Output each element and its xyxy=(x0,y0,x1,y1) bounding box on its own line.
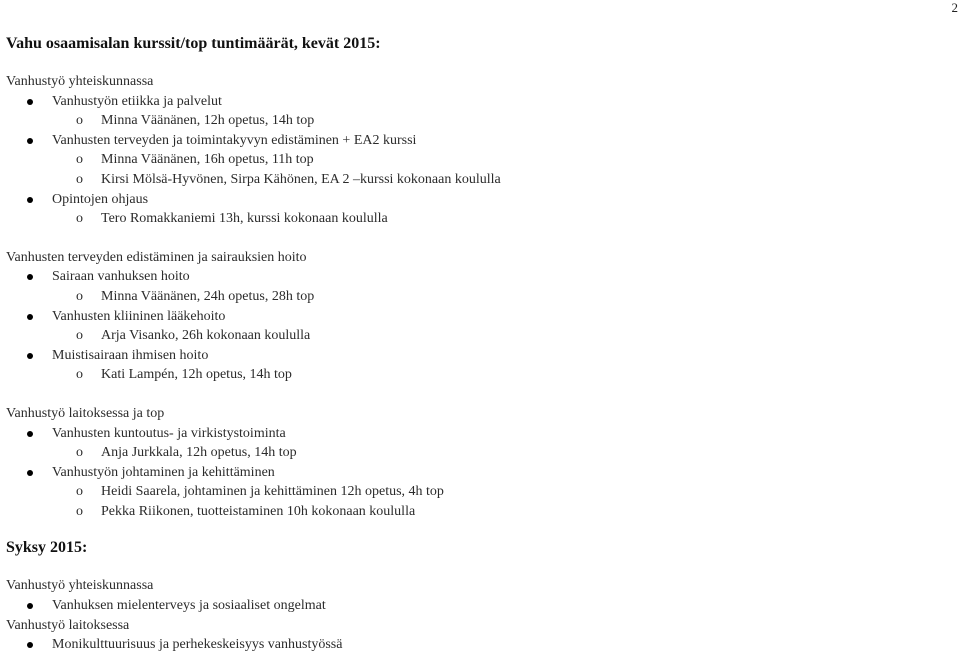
course-item xyxy=(6,131,946,151)
teacher-hours: Kirsi Mölsä-Hyvönen, Sirpa Kähönen, EA 2 –kurssi kokonaan koululla xyxy=(101,171,501,187)
course-group xyxy=(6,72,946,229)
circle-bullet-icon: o xyxy=(76,503,83,519)
course-item xyxy=(6,307,946,327)
course-item xyxy=(6,596,946,616)
bullet-icon xyxy=(27,603,33,609)
course-item xyxy=(6,267,946,287)
circle-bullet-icon: o xyxy=(76,367,83,383)
course-name: Muistisairaan ihmisen hoito xyxy=(52,347,209,363)
teacher-item xyxy=(6,365,946,385)
circle-bullet-icon: o xyxy=(76,288,83,304)
course-name: Vanhustyön etiikka ja palvelut xyxy=(52,93,222,109)
course-group xyxy=(6,576,946,615)
teacher-item xyxy=(6,150,946,170)
teacher-hours: Minna Väänänen, 24h opetus, 28h top xyxy=(101,288,315,304)
course-item xyxy=(6,635,946,655)
group-title: Vanhustyö yhteiskunnassa xyxy=(6,578,154,594)
course-item xyxy=(6,92,946,112)
course-name: Sairaan vanhuksen hoito xyxy=(52,269,190,285)
course-name: Vanhusten kliininen lääkehoito xyxy=(52,308,226,324)
bullet-icon xyxy=(27,138,33,144)
group-title: Vanhustyö laitoksessa ja top xyxy=(6,405,165,421)
document-title: Vahu osaamisalan kurssit/top tuntimäärät, kevät 2015: xyxy=(6,35,381,52)
teacher-item xyxy=(6,443,946,463)
circle-bullet-icon: o xyxy=(76,211,83,227)
bullet-icon xyxy=(27,314,33,320)
teacher-item xyxy=(6,502,946,522)
circle-bullet-icon: o xyxy=(76,445,83,461)
bullet-icon xyxy=(27,274,33,280)
course-name: Vanhusten terveyden ja toimintakyvyn edistäminen + EA2 kurssi xyxy=(52,132,417,148)
bullet-icon xyxy=(27,99,33,105)
teacher-hours: Anja Jurkkala, 12h opetus, 14h top xyxy=(101,445,297,461)
circle-bullet-icon: o xyxy=(76,171,83,187)
bullet-icon xyxy=(27,353,33,359)
teacher-hours: Minna Väänänen, 16h opetus, 11h top xyxy=(101,152,314,168)
course-name: Vanhuksen mielenterveys ja sosiaaliset ongelmat xyxy=(52,598,326,614)
circle-bullet-icon: o xyxy=(76,152,83,168)
teacher-hours: Arja Visanko, 26h kokonaan koululla xyxy=(101,328,311,344)
teacher-item xyxy=(6,482,946,502)
autumn-section xyxy=(6,539,946,654)
bullet-icon xyxy=(27,431,33,437)
course-group xyxy=(6,404,946,522)
circle-bullet-icon: o xyxy=(76,484,83,500)
circle-bullet-icon: o xyxy=(76,328,83,344)
teacher-hours: Heidi Saarela, johtaminen ja kehittäminen 12h opetus, 4h top xyxy=(101,484,444,500)
teacher-item xyxy=(6,170,946,190)
course-item xyxy=(6,190,946,210)
bullet-icon xyxy=(27,470,33,476)
group-title: Vanhustyö laitoksessa xyxy=(6,617,130,633)
teacher-hours: Tero Romakkaniemi 13h, kurssi kokonaan koululla xyxy=(101,211,388,227)
course-name: Vanhusten kuntoutus- ja virkistystoiminta xyxy=(52,425,286,441)
teacher-hours: Kati Lampén, 12h opetus, 14h top xyxy=(101,367,292,383)
teacher-item xyxy=(6,111,946,131)
teacher-hours: Pekka Riikonen, tuotteistaminen 10h kokonaan koululla xyxy=(101,503,416,519)
course-group xyxy=(6,616,946,655)
document-page xyxy=(6,35,946,655)
autumn-title: Syksy 2015: xyxy=(6,539,88,557)
course-name: Monikulttuurisuus ja perhekeskeisyys vanhustyössä xyxy=(52,637,343,653)
course-name: Vanhustyön johtaminen ja kehittäminen xyxy=(52,464,275,480)
course-item xyxy=(6,463,946,483)
course-item xyxy=(6,346,946,366)
group-title: Vanhustyö yhteiskunnassa xyxy=(6,74,154,89)
course-group xyxy=(6,248,946,385)
teacher-item xyxy=(6,209,946,229)
course-name: Opintojen ohjaus xyxy=(52,191,149,207)
bullet-icon xyxy=(27,642,33,648)
teacher-item xyxy=(6,287,946,307)
bullet-icon xyxy=(27,197,33,203)
group-title: Vanhusten terveyden edistäminen ja sairauksien hoito xyxy=(6,249,307,265)
spring-section xyxy=(6,72,946,521)
teacher-hours: Minna Väänänen, 12h opetus, 14h top xyxy=(101,113,315,129)
circle-bullet-icon: o xyxy=(76,113,83,129)
course-item xyxy=(6,424,946,444)
teacher-item xyxy=(6,326,946,346)
page-number: 2 xyxy=(951,0,958,15)
